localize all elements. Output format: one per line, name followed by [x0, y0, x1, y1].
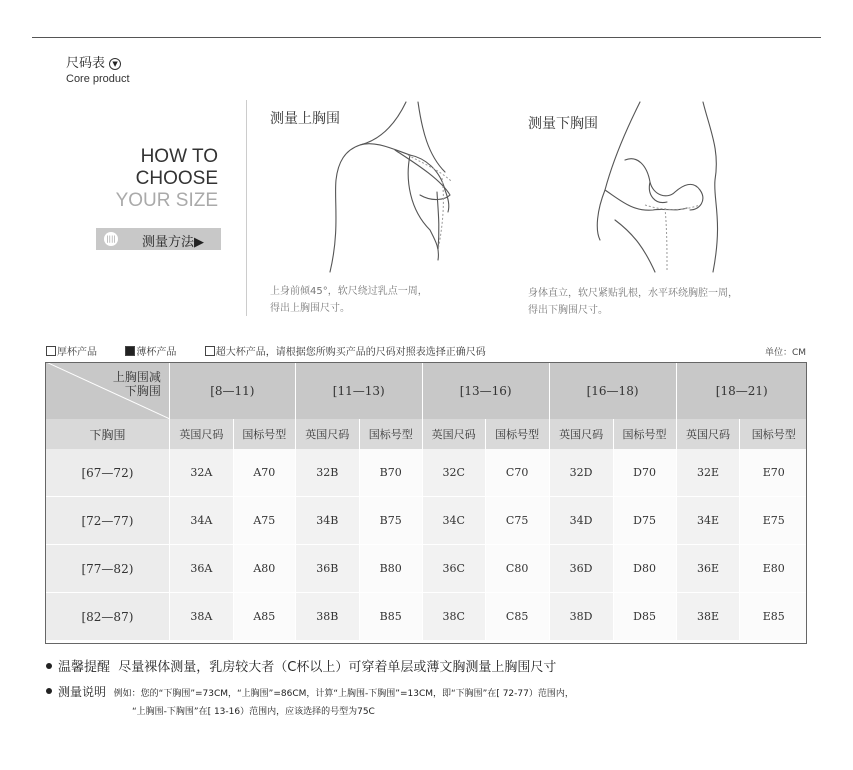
size-cell: 34D — [549, 497, 613, 545]
table-row — [46, 593, 808, 641]
size-cell: E85 — [740, 593, 807, 641]
cn-size-header: 国标号型 — [233, 419, 295, 449]
size-cell: A70 — [233, 449, 295, 497]
figure1-desc-line1: 上身前倾45°，软尺绕过乳点一周， — [270, 286, 428, 297]
size-cell: 38E — [676, 593, 740, 641]
figure2-title: 测量下胸围 — [528, 116, 598, 132]
figure2-desc-line2: 得出下胸围尺寸。 — [528, 305, 608, 316]
group-header: [16—18) — [549, 362, 676, 419]
size-cell: A85 — [233, 593, 295, 641]
size-cell: D75 — [613, 497, 676, 545]
group-header: [8—11) — [169, 362, 295, 419]
size-cell: 38B — [295, 593, 359, 641]
size-cell: D85 — [613, 593, 676, 641]
size-cell: D70 — [613, 449, 676, 497]
size-cell: 32A — [169, 449, 233, 497]
size-cell: B80 — [359, 545, 422, 593]
size-cell: 34B — [295, 497, 359, 545]
under-bust-illustration — [585, 100, 755, 275]
size-cell: 32B — [295, 449, 359, 497]
cn-size-header: 国标号型 — [613, 419, 676, 449]
uk-size-header: 英国尺码 — [422, 419, 485, 449]
table-row — [46, 545, 808, 593]
figure2-description — [528, 285, 738, 319]
thin-cup-checkbox[interactable] — [125, 346, 135, 356]
example-text-line2: “上胸围-下胸围”在[ 13-16）范围内，应该选择的号型为75C — [132, 707, 375, 717]
tape-measure-icon: |||| — [104, 232, 118, 246]
how-to-line1: HOW TO — [140, 146, 218, 167]
size-cell: D80 — [613, 545, 676, 593]
size-chart-title: 尺码表 ▼ — [66, 52, 121, 71]
size-cell: 32E — [676, 449, 740, 497]
example-note — [46, 683, 574, 700]
size-cell: B85 — [359, 593, 422, 641]
corner-label-line2: 下胸围 — [124, 384, 161, 398]
plus-cup-checkbox[interactable] — [205, 346, 215, 356]
vertical-divider — [246, 100, 247, 316]
measure-method-label: 测量方法▶ — [142, 235, 204, 250]
chevron-down-icon[interactable]: ▼ — [109, 58, 121, 70]
figure1-description — [270, 283, 428, 317]
cup-type-legend — [46, 343, 486, 358]
size-cell: 34A — [169, 497, 233, 545]
size-table — [45, 362, 807, 641]
group-header: [13—16) — [422, 362, 549, 419]
size-cell: B75 — [359, 497, 422, 545]
thick-cup-label: 厚杯产品 — [57, 347, 97, 358]
table-row — [46, 449, 808, 497]
row-label: [72—77) — [46, 497, 170, 545]
tip-label: 温馨提醒 — [58, 660, 111, 675]
row-label: [82—87) — [46, 593, 170, 641]
size-cell: 36B — [295, 545, 359, 593]
size-cell: B70 — [359, 449, 422, 497]
how-to-line2: CHOOSE — [135, 168, 218, 189]
size-cell: A80 — [233, 545, 295, 593]
table-subheader-row — [46, 419, 808, 449]
table-corner-cell — [46, 362, 170, 419]
size-cell: C75 — [485, 497, 549, 545]
figure1-desc-line2: 得出上胸围尺寸。 — [270, 303, 350, 314]
example-label: 测量说明 — [58, 685, 107, 699]
tip-text: 尽量裸体测量，乳房较大者（C杯以上）可穿着单层或薄文胸测量上胸围尺寸 — [118, 660, 557, 675]
bullet-icon — [46, 688, 52, 694]
upper-bust-illustration — [300, 100, 470, 275]
size-cell: C80 — [485, 545, 549, 593]
cn-size-header: 国标号型 — [740, 419, 807, 449]
size-cell: E70 — [740, 449, 807, 497]
tip-note — [46, 656, 556, 675]
size-cell: 38D — [549, 593, 613, 641]
cn-size-header: 国标号型 — [359, 419, 422, 449]
size-cell: A75 — [233, 497, 295, 545]
table-header-row — [46, 362, 808, 419]
size-cell: C85 — [485, 593, 549, 641]
size-chart-subtitle: Core product — [66, 73, 130, 85]
plus-cup-label: 超大杯产品，请根据您所购买产品的尺码对照表选择正确尺码 — [215, 347, 486, 358]
row-label-header: 下胸围 — [46, 419, 170, 449]
group-header: [18—21) — [676, 362, 807, 419]
size-cell: 38A — [169, 593, 233, 641]
size-cell: 36D — [549, 545, 613, 593]
size-cell: 36C — [422, 545, 485, 593]
size-cell: 32D — [549, 449, 613, 497]
size-cell: C70 — [485, 449, 549, 497]
size-cell: 32C — [422, 449, 485, 497]
top-divider — [32, 37, 821, 38]
thick-cup-checkbox[interactable] — [46, 346, 56, 356]
size-cell: 36A — [169, 545, 233, 593]
row-label: [67—72) — [46, 449, 170, 497]
table-row — [46, 497, 808, 545]
size-cell: 38C — [422, 593, 485, 641]
uk-size-header: 英国尺码 — [295, 419, 359, 449]
size-cell: E75 — [740, 497, 807, 545]
size-cell: 36E — [676, 545, 740, 593]
uk-size-header: 英国尺码 — [676, 419, 740, 449]
how-to-line3: YOUR SIZE — [115, 190, 218, 211]
size-cell: E80 — [740, 545, 807, 593]
bullet-icon — [46, 663, 52, 669]
corner-label-line1: 上胸围减 — [112, 370, 161, 384]
uk-size-header: 英国尺码 — [549, 419, 613, 449]
figure1-title: 测量上胸围 — [270, 111, 340, 127]
figure2-desc-line1: 身体直立，软尺紧贴乳根，水平环绕胸腔一周， — [528, 288, 738, 299]
example-text-line1: 例如：您的“下胸围”=73CM，“上胸围”=86CM，计算“上胸围-下胸围”=13CM，即“下胸围”在[ 72-77）范围内， — [113, 689, 574, 699]
row-label: [77—82) — [46, 545, 170, 593]
measure-method-button[interactable] — [96, 228, 221, 250]
group-header: [11—13) — [295, 362, 422, 419]
uk-size-header: 英国尺码 — [169, 419, 233, 449]
cn-size-header: 国标号型 — [485, 419, 549, 449]
size-cell: 34C — [422, 497, 485, 545]
unit-label: 单位：CM — [764, 348, 806, 358]
thin-cup-label: 薄杯产品 — [136, 347, 177, 358]
size-cell: 34E — [676, 497, 740, 545]
how-to-choose-heading — [116, 146, 218, 212]
